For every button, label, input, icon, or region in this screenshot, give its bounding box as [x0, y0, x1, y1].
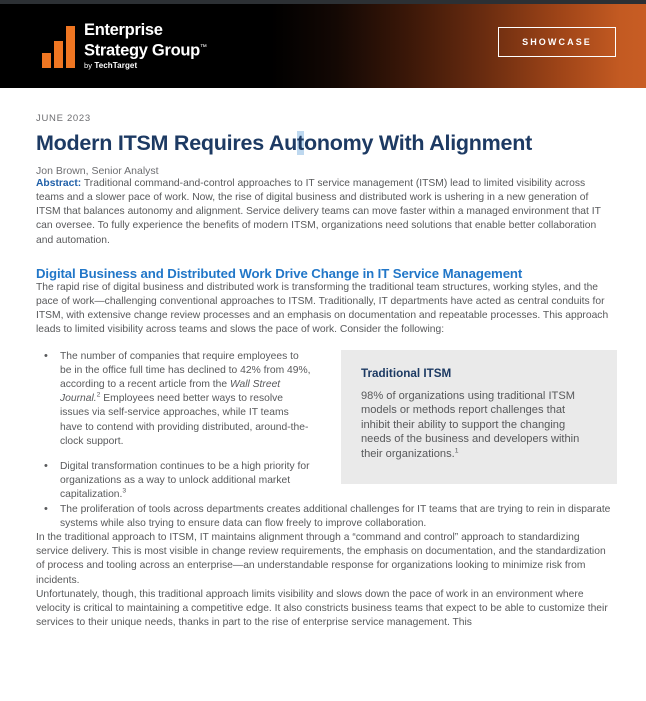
bullet-one-text-b: Employees need better ways to resolve issues via self-service approaches, while IT teams have to contend with providing distributed, around-the-clock support.: [60, 393, 309, 447]
logo-parent-brand: TechTarget: [94, 61, 138, 70]
paragraph-three: Unfortunately, though, this traditional approach limits visibility and slows down the pace of work in an environment where velocity is critical to maintaining a competitive edge. It also constricts business teams that expect to be able to customize their services to their unique needs, thanks in part to the rise of enterprise service management. This: [36, 588, 608, 629]
page-title-part-two: onomy With Alignment: [303, 131, 533, 155]
abstract-label: Abstract:: [36, 177, 82, 189]
callout-title: Traditional ITSM: [361, 366, 452, 380]
page-title: [36, 131, 614, 156]
list-item: [36, 350, 312, 449]
bullet-two-text: Digital transformation continues to be a high priority for organizations as a way to unlock additional market capitalization.: [60, 460, 310, 501]
section-heading: Digital Business and Distributed Work Drive Change in IT Service Management: [36, 265, 523, 281]
bullet-list-full-width: [36, 503, 614, 531]
bullet-one-text-a: The number of companies that require employees to be in the office full time has declined to 42% from 49%, according to a recent article from the: [60, 350, 311, 390]
footnote-marker-2: 2: [96, 391, 101, 399]
page-title-part-one: Modern ITSM Requires Au: [36, 131, 298, 155]
bar-chart-logo-icon: [42, 26, 75, 68]
text-cursor-highlight: t: [297, 131, 304, 155]
callout-body-text: 98% of organizations using traditional ITSM models or methods report challenges that inhibit their ability to support the changing needs of the business and developers within their organizations.: [361, 389, 580, 460]
page-header-banner: [0, 4, 646, 88]
footnote-marker-3: 3: [122, 487, 127, 495]
paragraph-one: The rapid rise of digital business and distributed work is transforming the traditional team structures, working styles, and the pace of work—challenging conventional approaches to ITSM. Traditionally, IT departments have acted as central conduits for ITSM, with extensive change review processes and an emphasis on documentation and repeatable processes. This approach leads to limited visibility across teams and slows the pace of work. Consider the following:: [36, 281, 609, 336]
list-item: [36, 460, 312, 503]
abstract-text: Traditional command-and-control approaches to IT service management (ITSM) lead to limited visibility across teams and a slower pace of work. Now, the rise of digital business and distributed work is ushering in a new generation of ITSM that balances autonomy and alignment. Service delivery teams can move faster within a managed environment that IT can oversee. To fully experience the benefits of modern ITSM, organizations need solutions that enable better collaboration and automation.: [36, 177, 601, 246]
author-byline: Jon Brown, Senior Analyst: [36, 164, 159, 177]
logo-by-prefix: by: [84, 61, 95, 70]
abstract-paragraph: [36, 177, 614, 248]
publication-date: JUNE 2023: [36, 113, 91, 124]
callout-body: [361, 389, 597, 462]
footnote-marker-1: 1: [454, 447, 459, 455]
logo-line-one: Enterprise: [84, 20, 163, 39]
bullet-one-citation-title: Wall Street Journal.: [60, 378, 281, 405]
traditional-itsm-callout-box: [341, 350, 617, 484]
bullet-column: [36, 350, 312, 503]
showcase-badge-label: SHOWCASE: [522, 37, 592, 47]
logo-byline: [84, 62, 207, 70]
esg-logo: [42, 21, 207, 71]
trademark-symbol: ™: [199, 43, 207, 51]
bullet-list: [36, 350, 312, 503]
callout-column: [341, 350, 617, 484]
list-item: • The proliferation of tools across departments creates additional challenges for IT teams that are trying to rein in disparate systems while also trying to ensure data can flow freely to improve collaboration.: [36, 503, 614, 531]
logo-line-two: Strategy Group: [84, 41, 200, 59]
showcase-badge[interactable]: [498, 27, 616, 57]
paragraph-two: In the traditional approach to ITSM, IT maintains alignment through a “command and control” approach to standardizing service delivery. This is most visible in change review requirements, the emphasis on documentation, and the standardization of process and tooling across an enterprise—an understandable response for organizations looking to minimize risk from incidents.: [36, 531, 606, 586]
two-column-region: [36, 350, 614, 503]
document-body: [0, 88, 646, 630]
